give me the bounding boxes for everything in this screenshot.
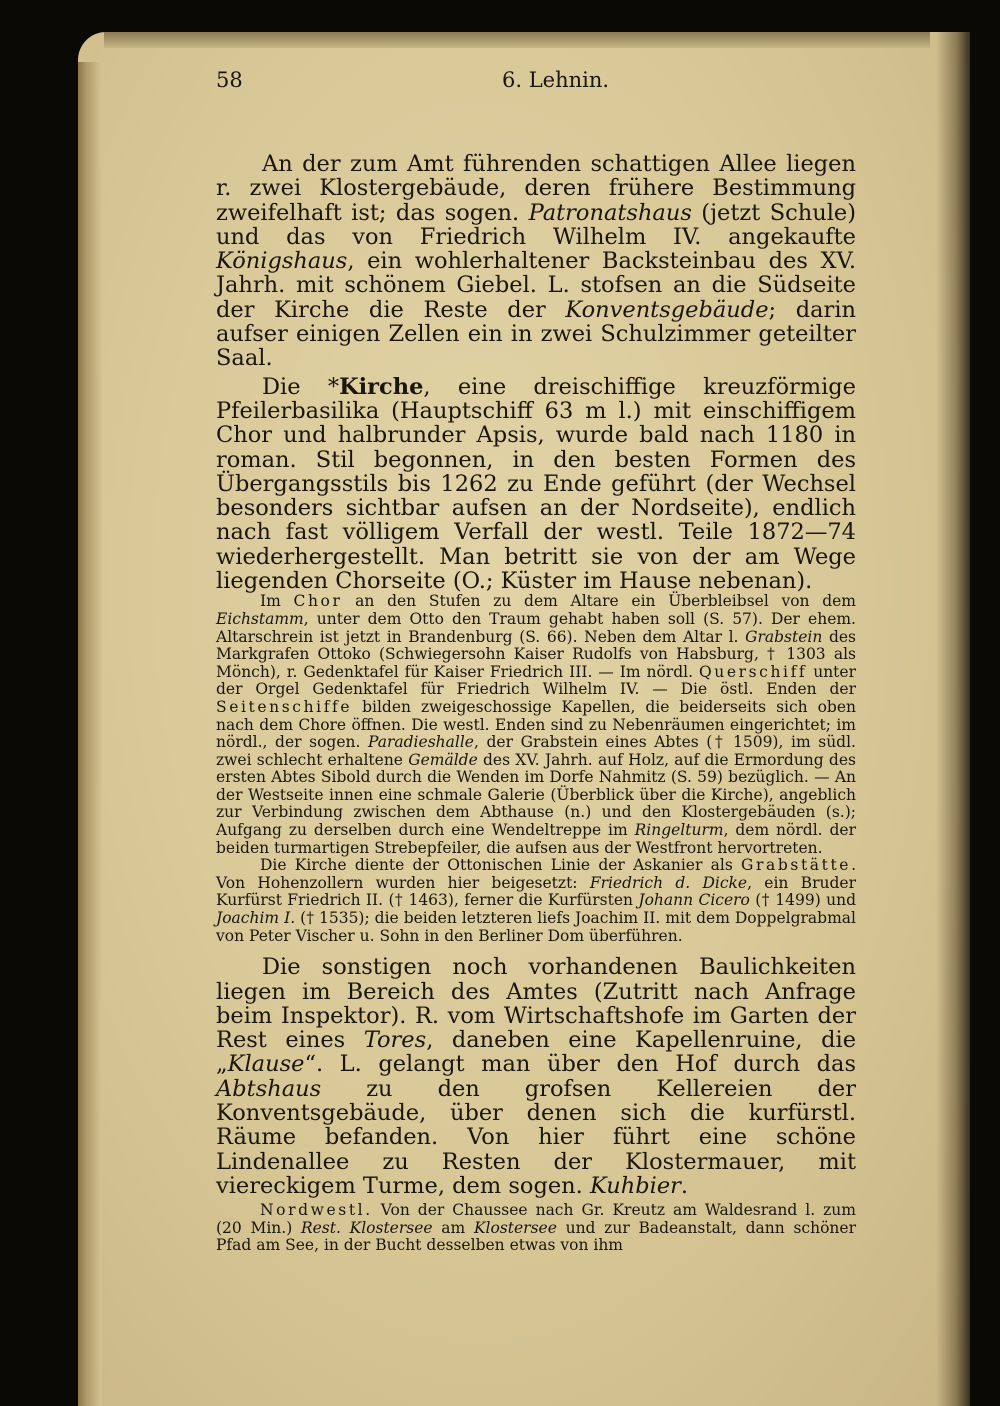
paragraph-chor-details: Im Chor an den Stufen zu dem Altare ein Überbleibsel von dem Eichstamm, unter dem Otto den Traum gehabt haben soll (S. 57). Der ehem. Altarschrein ist jetzt in Brandenburg (S. 66). Neben dem Altar l. Grabstein des Markgrafen Ottoko (Schwiegersohn Kaiser Rudolfs von Habsburg, † 1303 als Mönch), r. Gedenktafel für Kaiser Friedrich III. — Im nördl. Querschiff unter der Orgel Gedenktafel für Friedrich Wilhelm IV. — Die östl. Enden der Seitenschiffe bilden zweigeschossige Kapellen, die beiderseits sich oben nach dem Chore öffnen. Die westl. Enden sind zu Nebenräumen eingerichtet; im nördl., der sogen. Paradieshalle, der Grabstein eines Abtes († 1509), im südl. zwei schlecht erhaltene Gemälde des XV. Jahrh. auf Holz, auf die Ermordung des ersten Abtes Sibold durch die Wenden im Dorfe Nahmitz (S. 59) bezüglich. — An der Westseite innen eine schmale Galerie (Überblick über die Kirche), angeblich zur Verbindung zwischen dem Abthause (n.) und den Klostergebäuden (s.); Aufgang zu derselben durch eine Wendeltreppe im Ringelturm, dem nördl. der beiden turmartigen Strebepfeiler, die aufsen aus der Westfront hervortreten.	[216, 592, 856, 857]
page-number: 58	[216, 68, 243, 92]
paragraph-baulichkeiten: Die sonstigen noch vorhandenen Baulichkeiten liegen im Bereich des Amtes (Zutritt nach Anfrage beim Inspektor). R. vom Wirtschaftshofe im Garten der Rest eines Tores, daneben eine Kapellenruine, die „Klause“. L. gelangt man über den Hof durch das Abtshaus zu den grofsen Kellereien der Konventsgebäude, über denen sich die kurfürstl. Räume befanden. Von hier führt eine schöne Lindenallee zu Resten der Klostermauer, mit viereckigem Turme, dem sogen. Kuhbier.	[216, 954, 857, 1199]
book-page	[78, 32, 970, 1406]
paragraph-konventsgebaeude: An der zum Amt führenden schattigen Allee liegen r. zwei Klostergebäude, deren frühere Bestimmung zweifelhaft ist; das sogen. Patronatshaus (jetzt Schule) und das von Friedrich Wilhelm IV. angekaufte Königshaus, ein wohlerhaltener Backsteinbau des XV. Jahrh. mit schönem Giebel. L. stofsen an die Südseite der Kirche die Reste der Konventsgebäude; darin aufser einigen Zellen ein in zwei Schulzimmer geteilter Saal.	[216, 151, 857, 372]
text-block	[216, 68, 856, 1255]
gutter-shadow	[936, 32, 970, 1406]
paragraph-nordwestl: Nordwestl. Von der Chaussee nach Gr. Kreutz am Waldesrand l. zum (20 Min.) Rest. Klostersee am Klostersee und zur Badeanstalt, dann schöner Pfad am See, in der Bucht desselben etwas von ihm	[216, 1201, 856, 1255]
paragraph-kirche: Die *Kirche, eine dreischiffige kreuzförmige Pfeilerbasilika (Hauptschiff 63 m l.) mit einschiffigem Chor und halbrunder Apsis, wurde bald nach 1180 in roman. Stil begonnen, in den besten Formen des Übergangsstils bis 1262 zu Ende geführt (der Wechsel besonders sichtbar aufsen an der Nordseite), endlich nach fast völligem Verfall der westl. Teile 1872—74 wiederhergestellt. Man betritt sie von der am Wege liegenden Chorseite (O.; Küster im Hause nebenan).	[216, 373, 856, 595]
page-header	[216, 68, 856, 108]
page-top-edge	[104, 32, 930, 48]
page-left-edge	[78, 62, 102, 1406]
running-title: 6. Lehnin.	[502, 68, 610, 92]
paragraph-grabstaette: Die Kirche diente der Ottonischen Linie der Askanier als Grabstätte. Von Hohenzollern wurden hier beigesetzt: Friedrich d. Dicke, ein Bruder Kurfürst Friedrich II. († 1463), ferner die Kurfürsten Johann Cicero († 1499) und Joachim I. († 1535); die beiden letzteren liefs Joachim II. mit dem Doppelgrabmal von Peter Vischer u. Sohn in den Berliner Dom überführen.	[216, 856, 856, 945]
